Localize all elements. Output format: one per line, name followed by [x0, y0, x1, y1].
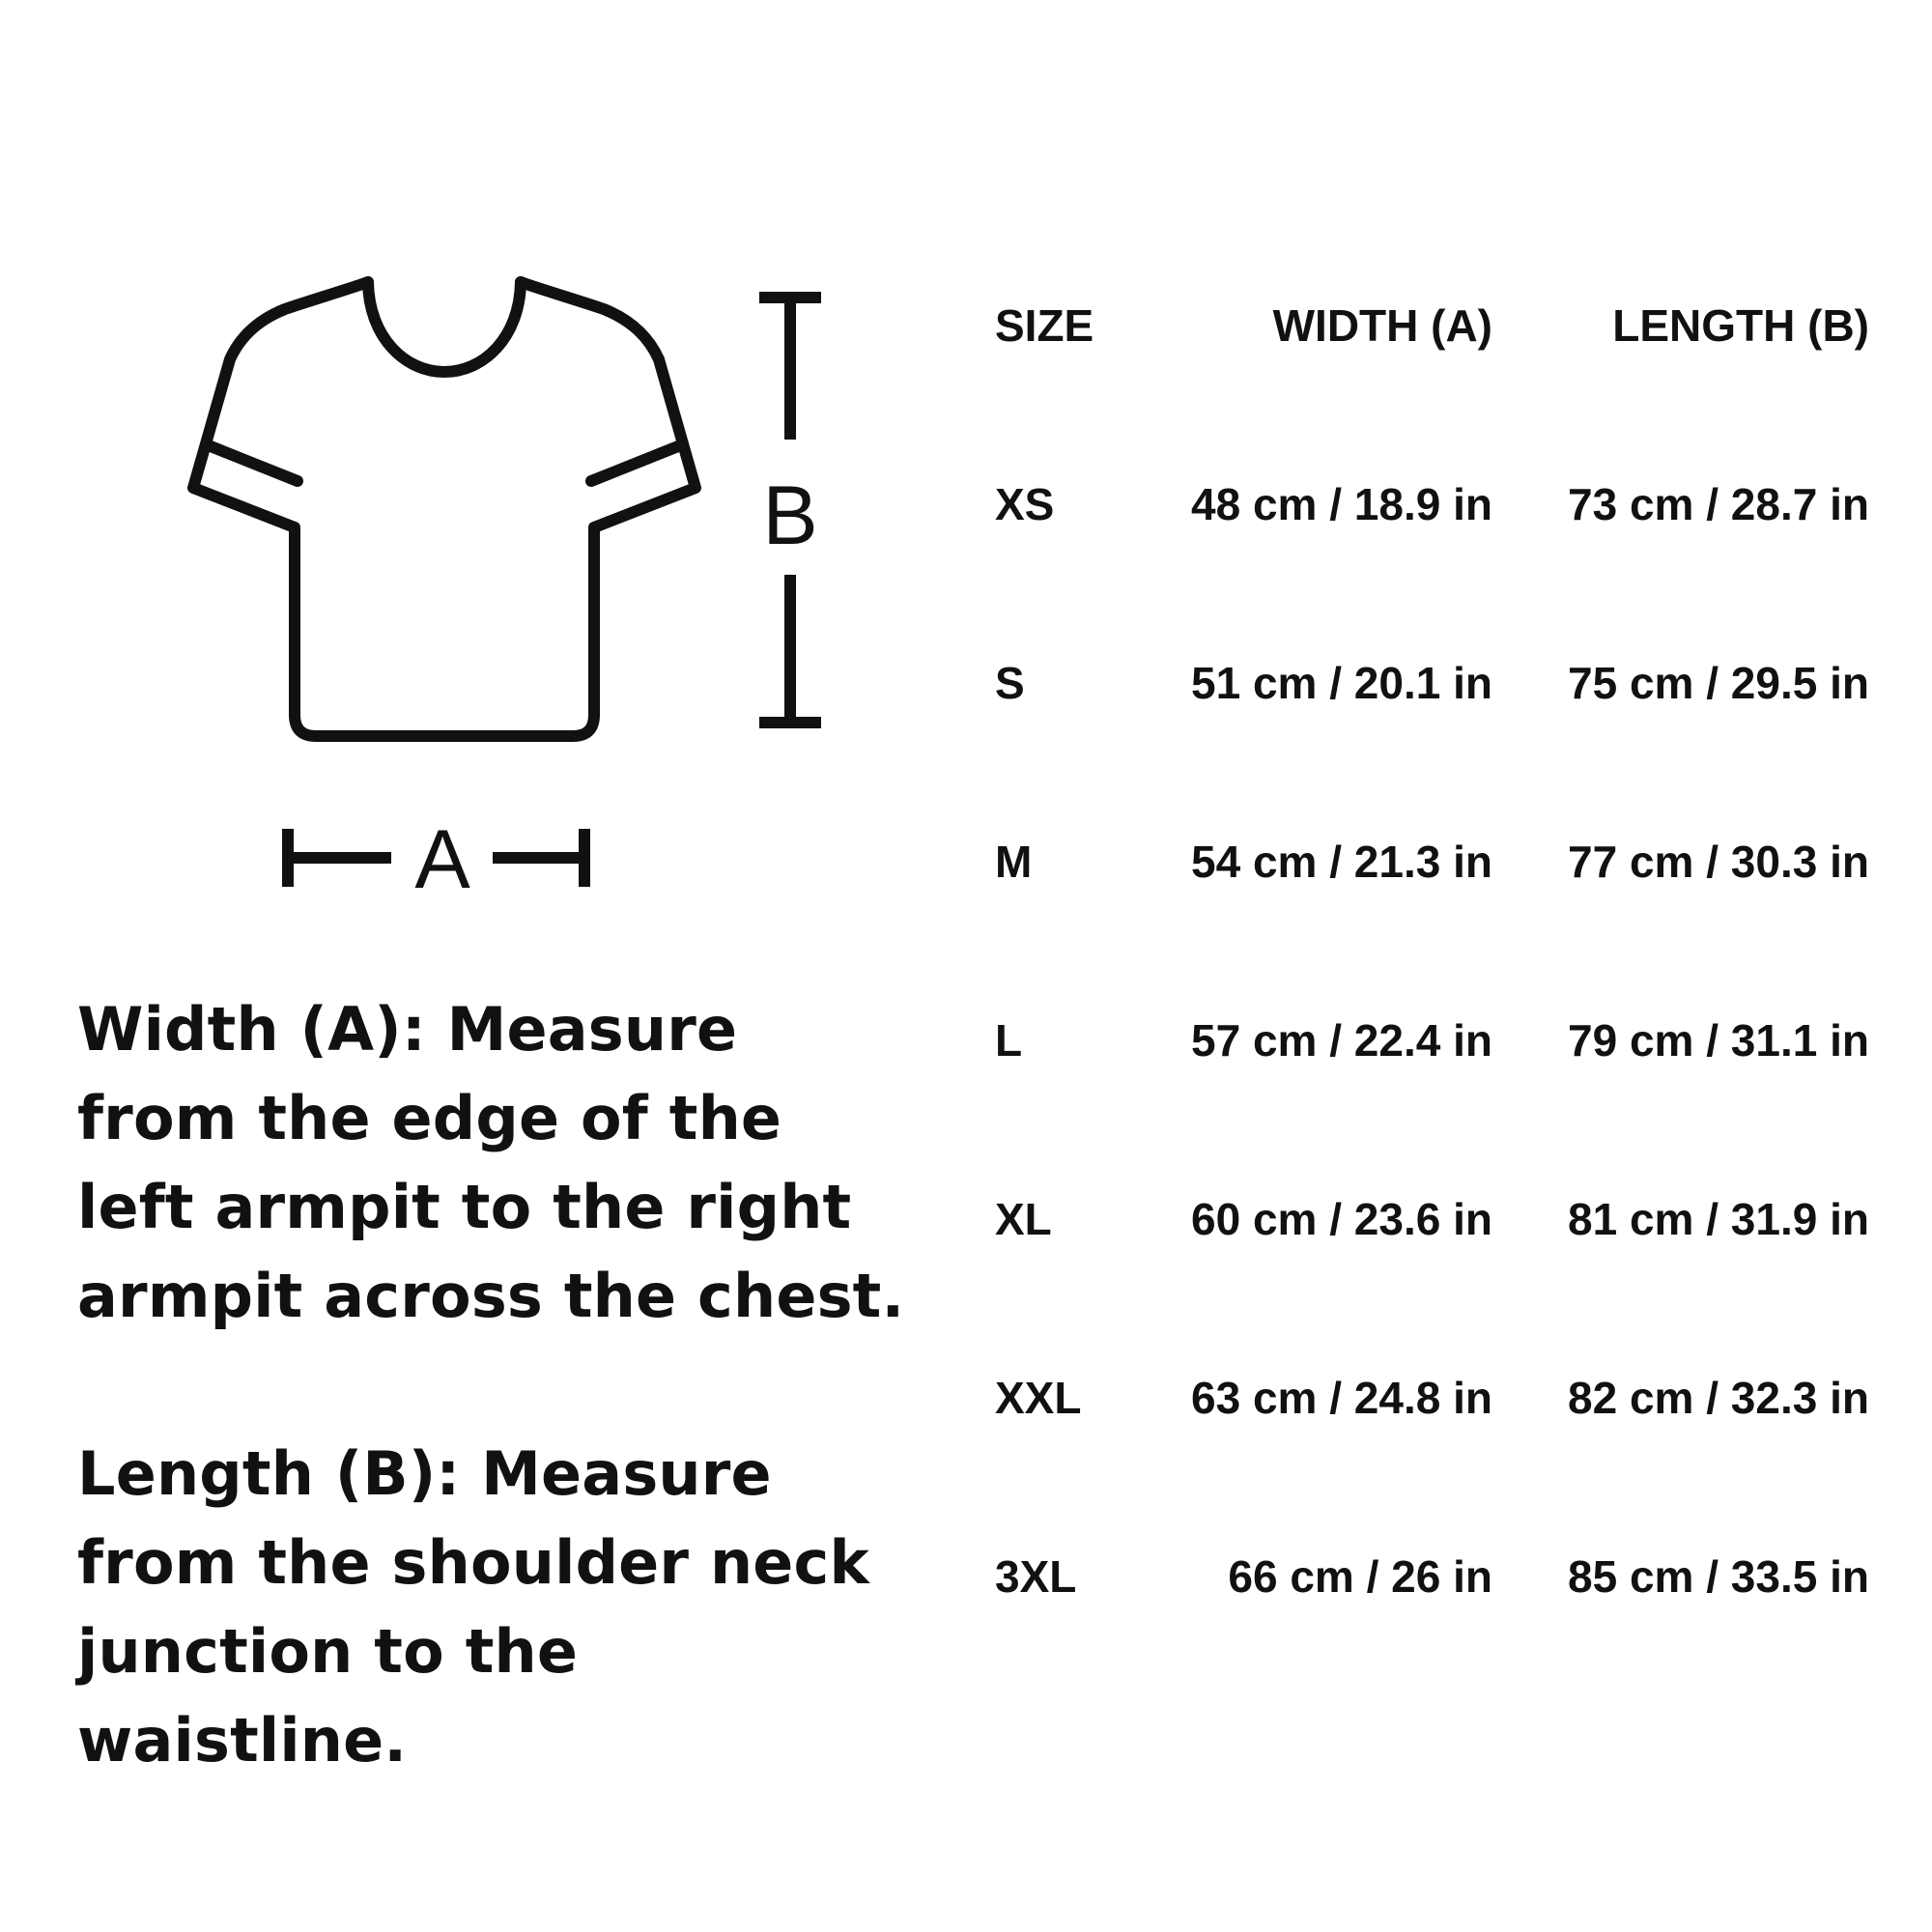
size-table [966, 275, 1893, 1705]
table-row [966, 454, 1893, 633]
table-row [966, 990, 1893, 1169]
width-cell: 63 cm / 24.8 in [1191, 1373, 1492, 1423]
length-label-b: B [762, 469, 818, 562]
width-cell: 54 cm / 21.3 in [1191, 837, 1492, 887]
table-row [966, 1169, 1893, 1348]
size-cell: S [995, 658, 1025, 708]
width-label-a: A [414, 813, 470, 906]
table-row [966, 1348, 1893, 1526]
size-cell: XS [995, 479, 1055, 529]
size-cell: M [995, 837, 1033, 887]
width-cell: 51 cm / 20.1 in [1191, 658, 1492, 708]
length-cell: 79 cm / 31.1 in [1568, 1015, 1869, 1065]
header-width: WIDTH (A) [1272, 300, 1492, 351]
table-header-row [966, 275, 1893, 377]
size-cell: XXL [995, 1373, 1082, 1423]
table-row [966, 1526, 1893, 1705]
length-cell: 82 cm / 32.3 in [1568, 1373, 1869, 1423]
length-cell: 85 cm / 33.5 in [1568, 1551, 1869, 1602]
width-cell: 48 cm / 18.9 in [1191, 479, 1492, 529]
size-cell: 3XL [995, 1551, 1077, 1602]
table-row [966, 811, 1893, 990]
size-cell: XL [995, 1194, 1052, 1244]
tshirt-measurement-diagram [0, 0, 927, 927]
length-cell: 77 cm / 30.3 in [1568, 837, 1869, 887]
length-cell: 81 cm / 31.9 in [1568, 1194, 1869, 1244]
length-cell: 73 cm / 28.7 in [1568, 479, 1869, 529]
width-cell: 60 cm / 23.6 in [1191, 1194, 1492, 1244]
width-cell: 66 cm / 26 in [1228, 1551, 1492, 1602]
size-cell: L [995, 1015, 1023, 1065]
table-body [966, 454, 1893, 1705]
length-cell: 75 cm / 29.5 in [1568, 658, 1869, 708]
table-row [966, 633, 1893, 811]
header-size: SIZE [995, 300, 1094, 351]
length-instruction: Length (B): Measure from the shoulder neck junction to the waistline. [77, 1438, 869, 1776]
width-cell: 57 cm / 22.4 in [1191, 1015, 1492, 1065]
tshirt-outline-icon [193, 282, 696, 736]
width-instruction: Width (A): Measure from the edge of the left armpit to the right armpit across the chest. [77, 994, 905, 1331]
header-length: LENGTH (B) [1612, 300, 1869, 351]
